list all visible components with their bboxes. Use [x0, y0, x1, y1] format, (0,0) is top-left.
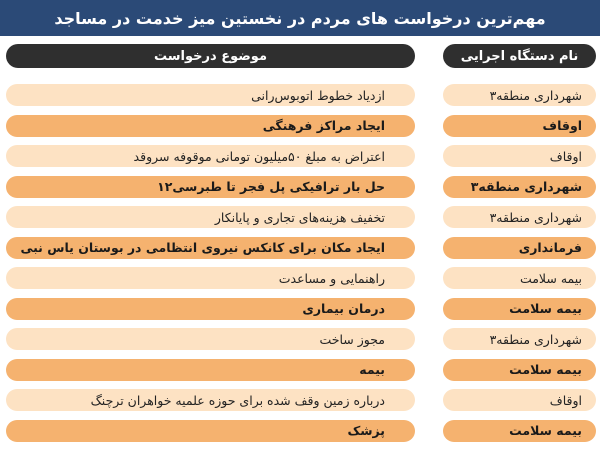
header-agency: نام دستگاه اجرایی [443, 44, 596, 68]
header-subject: موضوع درخواست [6, 44, 415, 68]
agency-cell: شهرداری منطقه۳ [443, 84, 596, 106]
subject-cell: درباره زمین وقف شده برای حوزه علمیه خواهران ترچنگ [6, 389, 415, 411]
subject-cell: ازدیاد خطوط اتوبوس‌رانی [6, 84, 415, 106]
table-row [0, 145, 600, 167]
agency-cell: بیمه سلامت [443, 359, 596, 381]
table-row [0, 420, 600, 442]
subject-cell: بیمه [6, 359, 415, 381]
agency-cell: فرمانداری [443, 237, 596, 259]
agency-cell: بیمه سلامت [443, 267, 596, 289]
subject-cell: تخفیف هزینه‌های تجاری و پایانکار [6, 206, 415, 228]
table-row [0, 267, 600, 289]
subject-cell: پزشک [6, 420, 415, 442]
subject-cell: مجوز ساخت [6, 328, 415, 350]
subject-cell: ایجاد مکان برای کانکس نیروی انتظامی در بوستان یاس نبی [6, 237, 415, 259]
agency-cell: شهرداری منطقه۳ [443, 206, 596, 228]
table-row [0, 237, 600, 259]
table-row [0, 84, 600, 106]
agency-cell: شهرداری منطقه۳ [443, 328, 596, 350]
subject-cell: حل بار ترافیکی پل فجر تا طبرسی۱۲ [6, 176, 415, 198]
table-row [0, 176, 600, 198]
table-row [0, 328, 600, 350]
table-row [0, 389, 600, 411]
table-row [0, 206, 600, 228]
agency-cell: بیمه سلامت [443, 298, 596, 320]
page-title: مهم‌ترین درخواست های مردم در نخستین میز خدمت در مساجد [0, 0, 600, 36]
agency-cell: اوقاف [443, 115, 596, 137]
agency-cell: بیمه سلامت [443, 420, 596, 442]
agency-cell: اوقاف [443, 145, 596, 167]
subject-cell: اعتراض به مبلغ ۵۰میلیون تومانی موقوفه سروقد [6, 145, 415, 167]
table-row [0, 298, 600, 320]
agency-cell: اوقاف [443, 389, 596, 411]
table-row [0, 115, 600, 137]
table-row [0, 359, 600, 381]
agency-cell: شهرداری منطقه۳ [443, 176, 596, 198]
subject-cell: ایجاد مراکز فرهنگی [6, 115, 415, 137]
subject-cell: راهنمایی و مساعدت [6, 267, 415, 289]
subject-cell: درمان بیماری [6, 298, 415, 320]
